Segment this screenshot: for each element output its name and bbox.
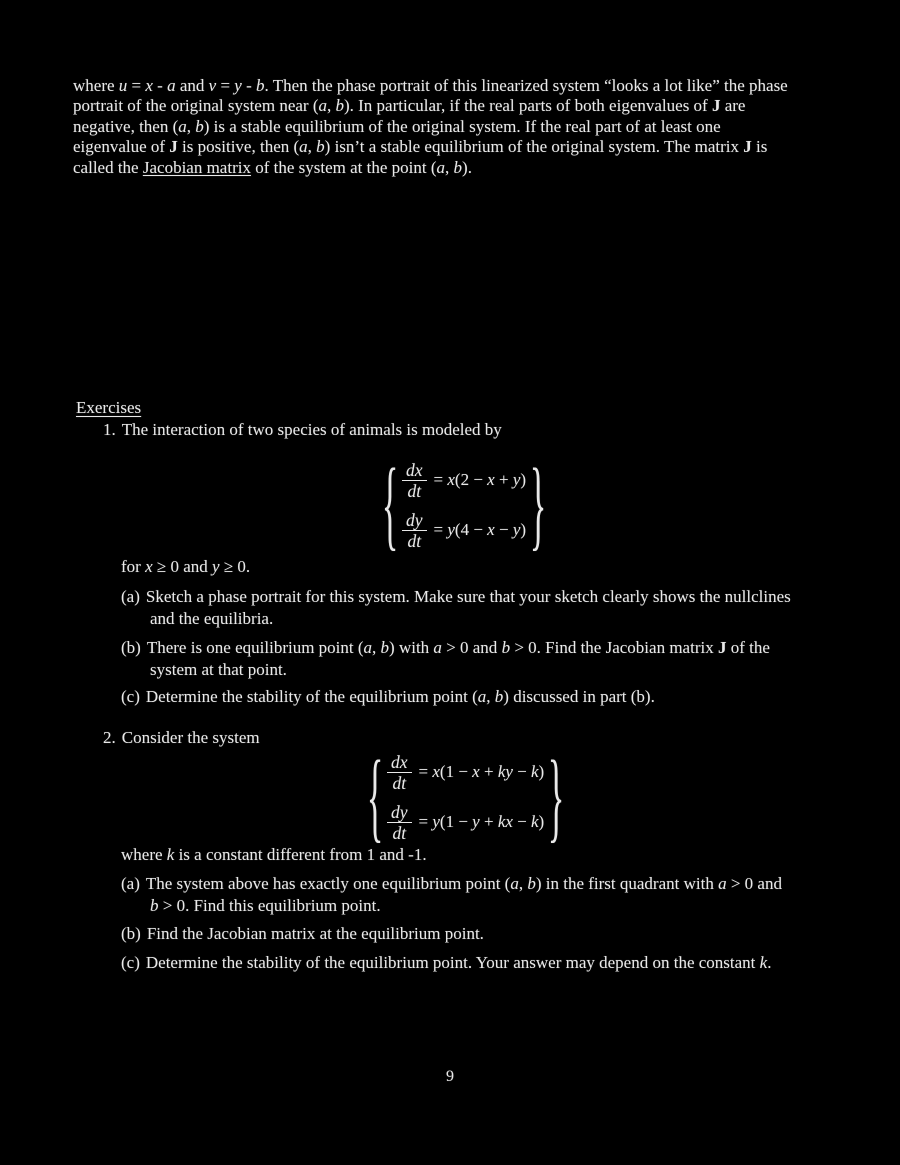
exercise-1-item-c bbox=[121, 686, 655, 708]
close-brace: } bbox=[548, 741, 565, 853]
fraction-denominator: dt bbox=[407, 530, 422, 551]
fraction-denominator: dt bbox=[392, 772, 407, 793]
item-text: Determine the stability of the equilibrium point. Your answer may depend on the constant k. bbox=[145, 953, 772, 972]
item-text: The system above has exactly one equilibrium point (a, b) in the first quadrant with a > 0 and bbox=[145, 874, 782, 893]
equation-dy-dt bbox=[387, 800, 544, 845]
page-number: 9 bbox=[446, 1068, 454, 1085]
exercise-1-number: 1. bbox=[103, 420, 116, 439]
exercise-1-header bbox=[103, 420, 502, 440]
intro-line: eigenvalue of J is positive, then (a, b) isn’t a stable equilibrium of the original system. The matrix J is bbox=[73, 137, 768, 157]
system-2-rows bbox=[387, 750, 544, 845]
exercise-2-number: 2. bbox=[103, 728, 116, 747]
item-label: (b) bbox=[121, 924, 141, 943]
intro-paragraph bbox=[73, 76, 788, 178]
item-label: (b) bbox=[121, 638, 141, 657]
item-text-continuation: b > 0. Find this equilibrium point. bbox=[150, 896, 381, 915]
fraction-dx-dt bbox=[402, 460, 427, 501]
item-text-continuation: system at that point. bbox=[150, 660, 287, 679]
equation-dy-dt bbox=[402, 508, 526, 553]
exercise-1-title: The interaction of two species of animals is modeled by bbox=[121, 420, 502, 439]
exercise-2-title: Consider the system bbox=[121, 728, 260, 747]
system-1-equation bbox=[381, 449, 547, 561]
item-label: (c) bbox=[121, 953, 140, 972]
open-brace: { bbox=[366, 741, 384, 853]
equation-rhs: = y(1 − y + kx − k) bbox=[418, 812, 545, 831]
fraction-dy-dt bbox=[402, 510, 427, 551]
exercise-1-item-a bbox=[121, 586, 791, 630]
item-label: (a) bbox=[121, 874, 140, 893]
intro-line: portrait of the original system near (a, b). In particular, if the real parts of both eigenvalues of J are bbox=[73, 96, 746, 116]
exercise-2-item-a bbox=[121, 873, 782, 917]
equation-dx-dt bbox=[402, 458, 526, 503]
equation-rhs: = x(2 − x + y) bbox=[433, 470, 527, 489]
intro-line: where u = x - a and v = y - b. Then the phase portrait of this linearized system “looks a lot like” the phase bbox=[73, 76, 788, 95]
exercise-1-constraint: for x ≥ 0 and y ≥ 0. bbox=[121, 557, 251, 576]
exercise-2-item-b bbox=[121, 923, 484, 945]
fraction-dy-dt bbox=[387, 802, 412, 843]
fraction-numerator: dx bbox=[402, 460, 427, 481]
close-brace: } bbox=[529, 449, 547, 561]
equation-rhs: = y(4 − x − y) bbox=[433, 520, 527, 539]
item-text: Determine the stability of the equilibrium point (a, b) discussed in part (b). bbox=[145, 687, 655, 706]
system-1-rows bbox=[402, 458, 526, 553]
open-brace: { bbox=[381, 449, 399, 561]
item-label: (a) bbox=[121, 587, 140, 606]
intro-line: negative, then (a, b) is a stable equilibrium of the original system. If the real part of at least one bbox=[73, 116, 721, 136]
fraction-numerator: dy bbox=[402, 510, 427, 531]
intro-line: called the Jacobian matrix of the system at the point (a, b). bbox=[73, 157, 472, 177]
fraction-denominator: dt bbox=[392, 822, 407, 843]
fraction-denominator: dt bbox=[407, 480, 422, 501]
item-text: There is one equilibrium point (a, b) with a > 0 and b > 0. Find the Jacobian matrix J of the bbox=[146, 638, 770, 657]
exercise-2-header bbox=[103, 728, 260, 748]
item-text: Sketch a phase portrait for this system. Make sure that your sketch clearly shows the nullclines bbox=[145, 587, 791, 606]
system-2-equation bbox=[366, 741, 565, 853]
item-text-continuation: and the equilibria. bbox=[150, 609, 274, 628]
exercise-1-item-b bbox=[121, 637, 770, 681]
equation-rhs: = x(1 − x + ky − k) bbox=[418, 762, 545, 781]
fraction-dx-dt bbox=[387, 752, 412, 793]
item-text: Find the Jacobian matrix at the equilibrium point. bbox=[146, 924, 484, 943]
fraction-numerator: dx bbox=[387, 752, 412, 773]
equation-dx-dt bbox=[387, 750, 544, 795]
exercise-2-item-c bbox=[121, 952, 771, 974]
exercises-heading: Exercises bbox=[76, 398, 142, 417]
item-label: (c) bbox=[121, 687, 140, 706]
exercise-2-note: where k is a constant different from 1 and -1. bbox=[121, 845, 427, 864]
fraction-numerator: dy bbox=[387, 802, 412, 823]
